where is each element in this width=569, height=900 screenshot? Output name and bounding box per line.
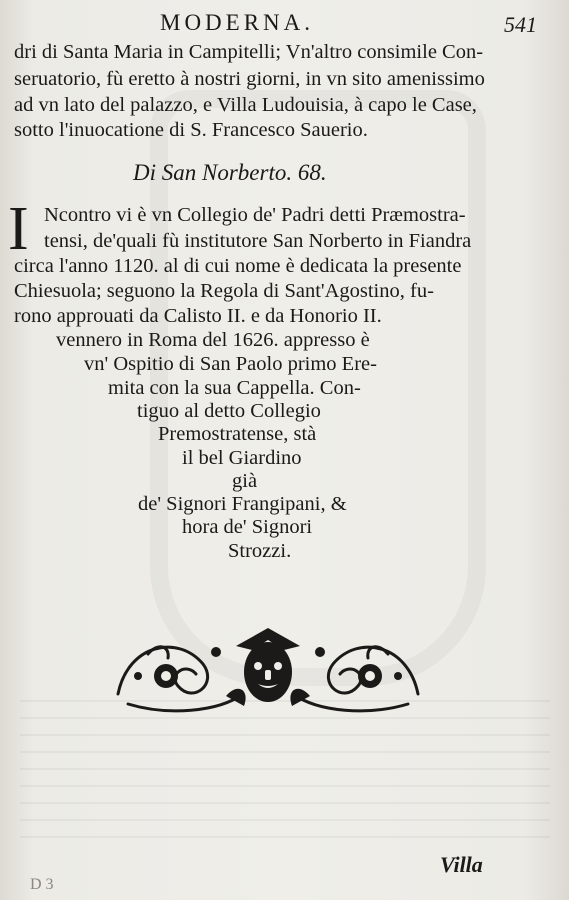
text-line: vn' Ospitio di San Paolo primo Ere- (84, 353, 377, 375)
text-line: de' Signori Frangipani, & (138, 493, 347, 515)
text-line: sotto l'inuocatione di S. Francesco Sauerio. (14, 119, 368, 141)
text-line: dri di Santa Maria in Campitelli; Vn'altro consimile Con- (14, 41, 484, 63)
signature-mark: D 3 (30, 876, 54, 893)
text-line: Strozzi. (228, 540, 292, 562)
text-line: Ncontro vi è vn Collegio de' Padri detti Præmostra- (44, 204, 466, 226)
text-line: ad vn lato del palazzo, e Villa Ludouisia, à capo le Case, (14, 94, 477, 116)
text-line: il bel Giardino (182, 447, 302, 469)
text-line: Chiesuola; seguono la Regola di Sant'Agostino, fu- (14, 280, 434, 302)
text-line: già (232, 470, 258, 492)
text-line: mita con la sua Cappella. Con- (108, 377, 361, 399)
catchword: Villa (440, 852, 483, 877)
text-line: vennero in Roma del 1626. appresso è (56, 329, 370, 351)
text-line: seruatorio, fù eretto à nostri giorni, in vn sito amenissimo (14, 68, 485, 90)
drop-cap: I (8, 195, 29, 263)
text-line: Premostratense, stà (158, 423, 317, 445)
running-title: MODERNA. (160, 10, 315, 35)
show-through-text (20, 700, 550, 850)
text-line: circa l'anno 1120. al di cui nome è dedicata la presente (14, 255, 462, 277)
text-line: tiguo al detto Collegio (137, 400, 321, 422)
floral-ornament-icon (108, 624, 428, 719)
page-number: 541 (504, 12, 537, 37)
text-line: tensi, de'quali fù institutore San Norberto in Fiandra (44, 230, 472, 252)
text-line: rono approuati da Calisto II. e da Honorio II. (14, 305, 382, 327)
text-line: hora de' Signori (182, 516, 313, 538)
section-heading: Di San Norberto. 68. (133, 160, 327, 185)
